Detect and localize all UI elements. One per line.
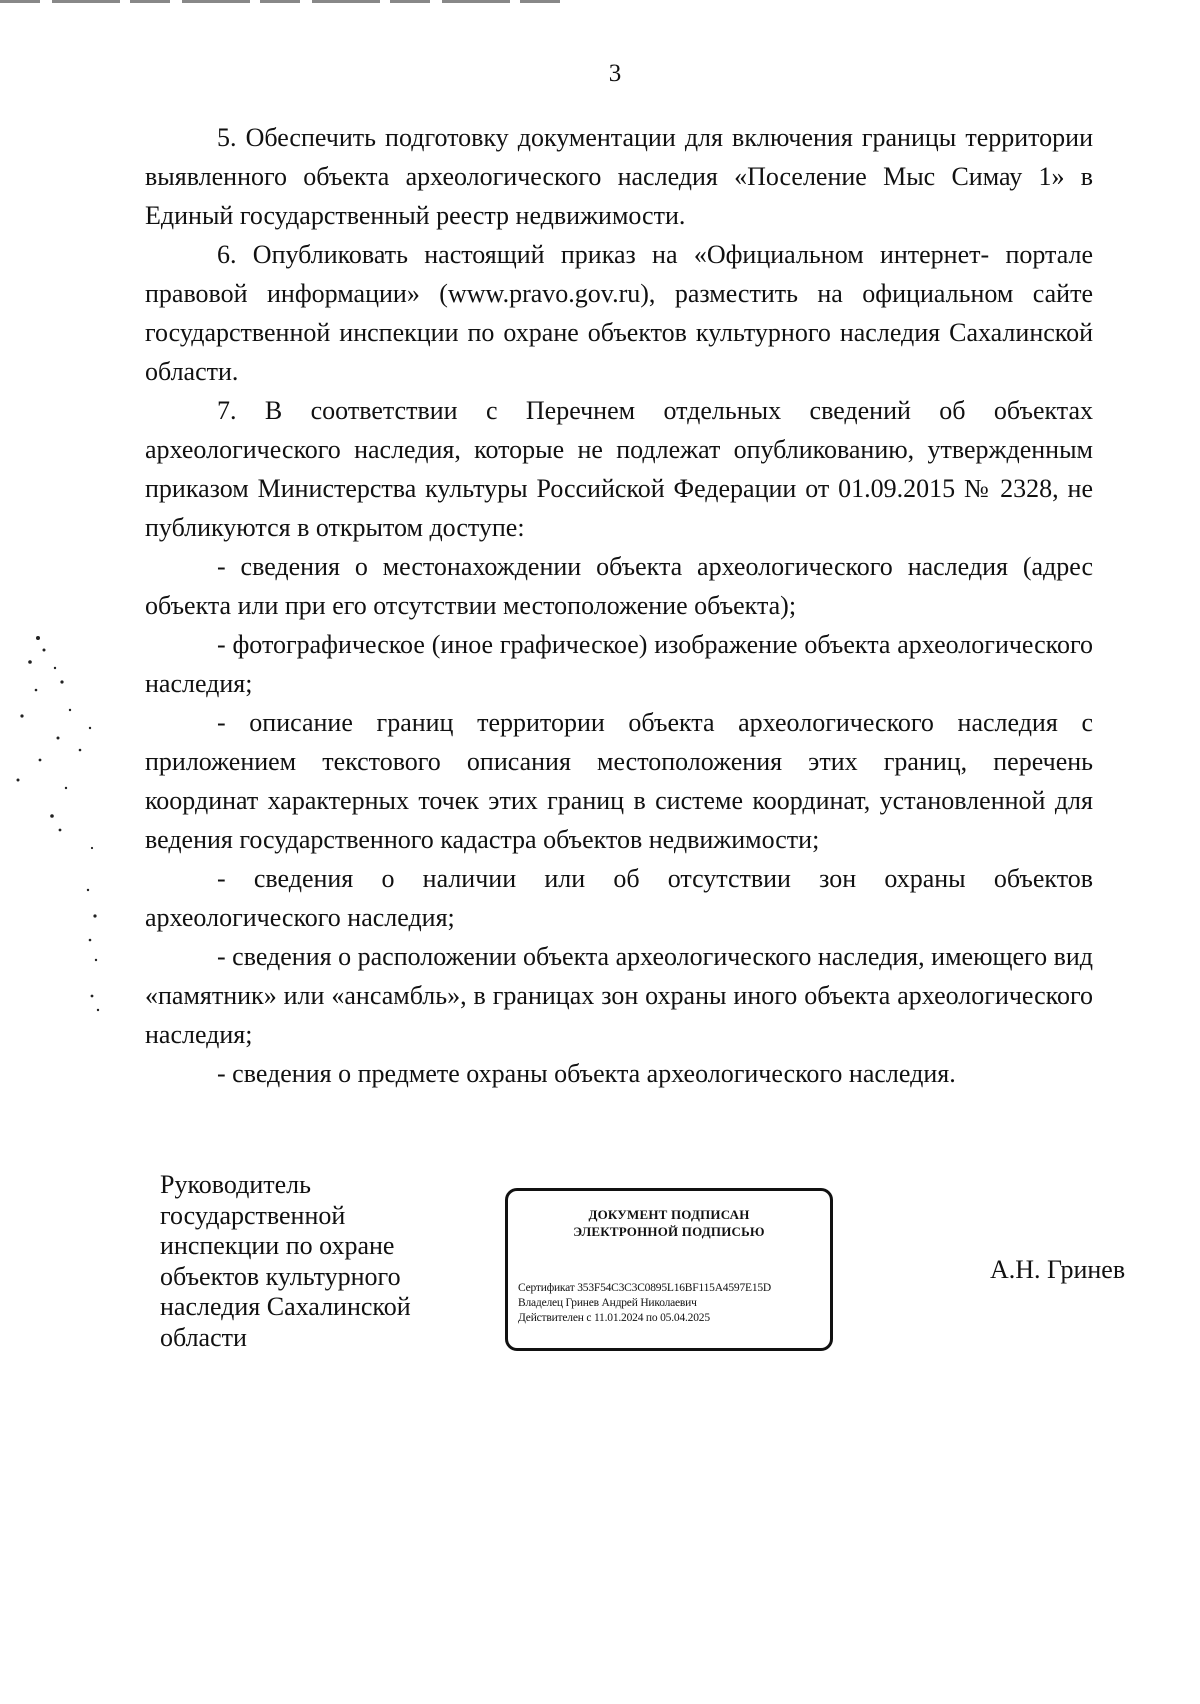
stamp-heading-line1: ДОКУМЕНТ ПОДПИСАН [588, 1207, 750, 1222]
signer-title: Руководитель государственной инспекции по охране объектов культурного наследия Сахалинской области [160, 1170, 411, 1352]
stamp-heading-line2: ЭЛЕКТРОННОЙ ПОДПИСЬЮ [573, 1224, 765, 1239]
list-item-monument-placement: - сведения о расположении объекта археологического наследия, имеющего вид «памятник» или «ансамбль», в границах зон охраны иного объекта археологического наследия; [145, 942, 1093, 1049]
stamp-heading [508, 1206, 830, 1240]
paragraph-item-5: 5. Обеспечить подготовку документации для включения границы территории выявленного объекта археологического наследия «Поселение Мыс Симау 1» в Единый государственный реестр недвижимости. [145, 123, 1093, 230]
stamp-details [518, 1281, 830, 1326]
list-item-boundaries: - описание границ территории объекта археологического наследия с приложением текстового описания местоположения этих границ, перечень координат характерных точек этих границ в системе координат, установленной для ведения государственного кадастра объектов недвижимости; [145, 708, 1093, 854]
order-body-text [145, 118, 1093, 1093]
electronic-signature-stamp [505, 1188, 833, 1351]
scan-noise-specks [0, 620, 130, 1060]
page-number: 3 [608, 60, 622, 87]
list-item-protection-zones: - сведения о наличии или об отсутствии зон охраны объектов археологического наследия; [145, 864, 1093, 932]
paragraph-item-6: 6. Опубликовать настоящий приказ на «Официальном интернет- портале правовой информации» (www.pravo.gov.ru), разместить на официальном сайте государственной инспекции по охране объектов культурного наследия Сахалинской области. [145, 240, 1093, 386]
stamp-certificate: Сертификат 353F54C3C3C0895L16BF115A4597E15D [518, 1282, 772, 1294]
scan-edge-line [0, 0, 560, 3]
signer-position-block [160, 1170, 470, 1353]
stamp-owner: Владелец Гринев Андрей Николаевич [518, 1297, 697, 1309]
signer-name: А.Н. Гринев [990, 1255, 1126, 1284]
list-item-protection-subject: - сведения о предмете охраны объекта археологического наследия. [217, 1059, 956, 1088]
stamp-validity: Действителен с 11.01.2024 по 05.04.2025 [518, 1312, 710, 1324]
list-item-photo: - фотографическое (иное графическое) изображение объекта археологического наследия; [145, 630, 1093, 698]
list-item-location: - сведения о местонахождении объекта археологического наследия (адрес объекта или при его отсутствии местоположение объекта); [145, 552, 1093, 620]
paragraph-item-7: 7. В соответствии с Перечнем отдельных сведений об объектах археологического наследия, которые не подлежат опубликованию, утвержденным приказом Министерства культуры Российской Федерации от 01.09.2015 № 2328, не публикуются в открытом доступе: [145, 396, 1093, 542]
